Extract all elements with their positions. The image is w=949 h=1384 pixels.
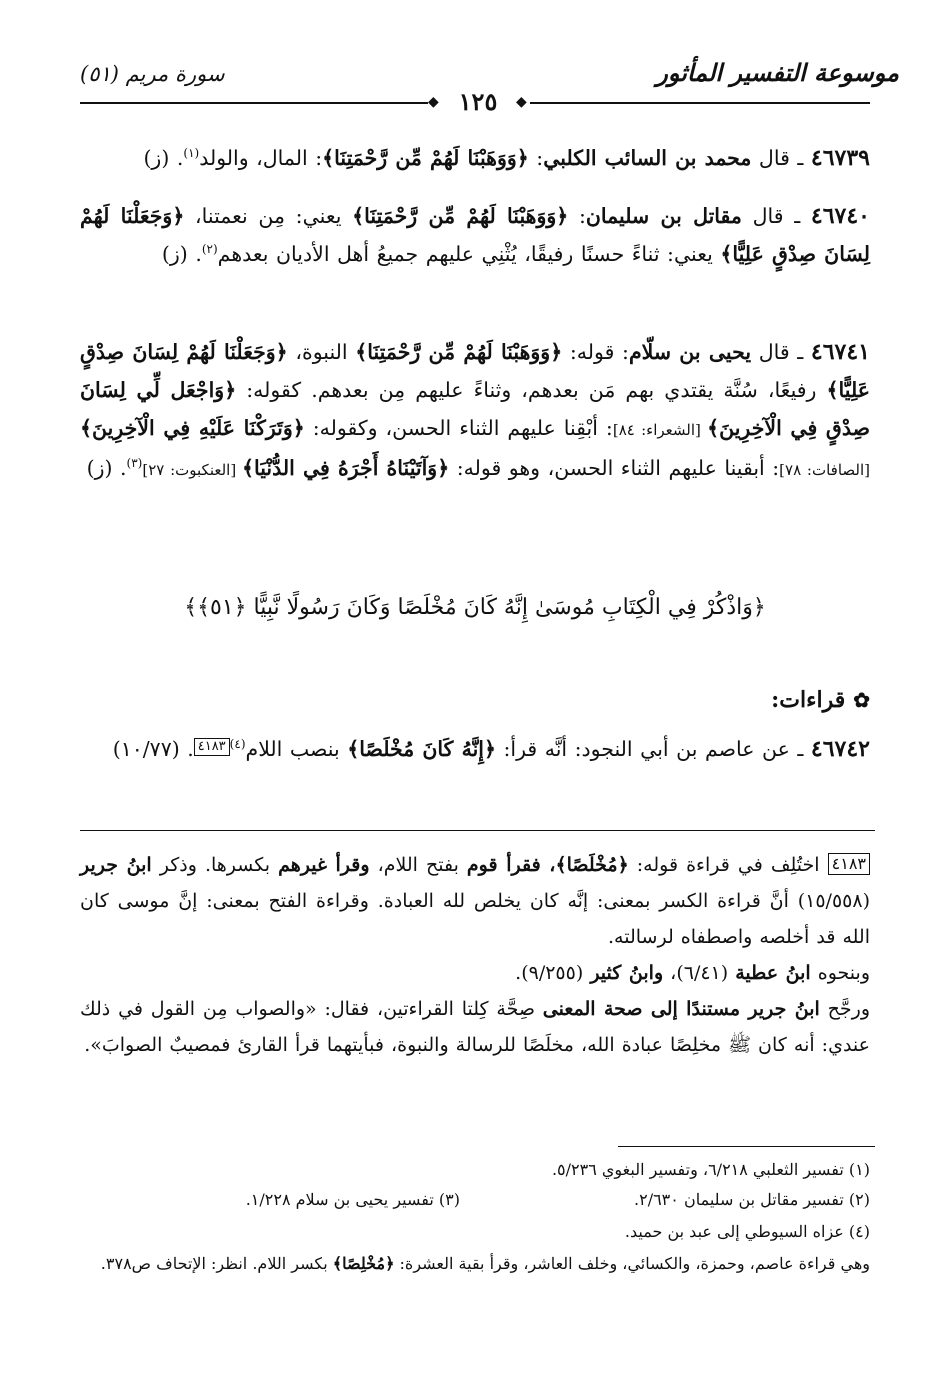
footnotes-divider (618, 1146, 875, 1147)
quran-verse: ﴿وَاذْكُرْ فِي الْكِتَابِ مُوسَىٰ إِنَّهُ كَانَ مُخْلَصًا وَكَانَ رَسُولًا نَّبِيًّا ﴿٥١﴾﴾ (184, 595, 766, 620)
footnote-ref: (١) (183, 146, 200, 161)
quran-quote: ﴿وَوَهَبْنَا لَهُمْ مِّن رَّحْمَتِنَا﴾ (355, 340, 563, 364)
header-rule-right (530, 102, 870, 104)
quran-quote: ﴿وَتَرَكْنَا عَلَيْهِ فِي الْآخِرِينَ﴾ (80, 416, 305, 440)
verse-reference: [الشعراء: ٨٤] (612, 421, 708, 439)
surah-header: سورة مريم (٥١) (80, 62, 225, 86)
commentary-ref-box: ٤١٨٣ (194, 738, 230, 756)
ornament-left-icon: ◆ (428, 94, 439, 110)
footnote-ref: (٢) (201, 242, 218, 257)
page-number: ١٢٥ (444, 87, 512, 116)
footnotes-2-3 (80, 1187, 870, 1213)
paragraph-46741: ٤٦٧٤١ ـ قال يحيى بن سلّام: قوله: ﴿وَوَهَبْنَا لَهُمْ مِّن رَّحْمَتِنَا﴾ النبوة، ﴿وَجَعَلْنَا لَهُمْ لِسَانَ صِدْقٍ عَلِيًّا﴾ رفيعًا، سُنَّة يقتدي بهم مَن بعدهم، وثناءً عليهم مِن بعدهم. كقوله: ﴿وَاجْعَل لِّي لِسَانَ صِدْقٍ فِي الْآخِرِينَ﴾ [الشعراء: ٨٤]: أبْقِنا عليهم الثناء الحسن، وكقوله: ﴿وَتَرَكْنَا عَلَيْهِ فِي الْآخِرِينَ﴾ [الصافات: ٧٨]: أبقينا عليهم الثناء الحسن، وهو قوله: ﴿وَآتَيْنَاهُ أَجْرَهُ فِي الدُّنْيَا﴾ [العنكبوت: ٢٧]$^{(٣)}$. (ز) (80, 339, 870, 480)
paragraph-46742: ٤٦٧٤٢ ـ عن عاصم بن أبي النجود: أنَّه قرأ: ﴿إِنَّهُ كَانَ مُخْلَصًا﴾ بنصب اللام$^{(٤)}$٤١٨٣. (١٠/٧٧) (112, 736, 870, 762)
commentary-number-box: ٤١٨٣ (828, 853, 870, 875)
footnote-ref: (٤) (229, 737, 246, 752)
entry-number: ٤٦٧٣٩ (810, 145, 870, 171)
quran-quote: ﴿وَجَعَلْنَا لَهُمْ لِسَانَ صِدْقٍ عَلِيًّا﴾ (80, 204, 870, 266)
paragraph-46740: ٤٦٧٤٠ ـ قال مقاتل بن سليمان: ﴿وَوَهَبْنَا لَهُمْ مِّن رَّحْمَتِنَا﴾ يعني: مِن نعمتنا، ﴿وَجَعَلْنَا لَهُمْ لِسَانَ صِدْقٍ عَلِيًّا﴾ يعني: ثناءً حسنًا رفيقًا، يُثْنِي عليهم جميعُ أهل الأديان بعدهم$^{(٢)}$. (ز) (80, 203, 870, 266)
quran-quote: ﴿إِنَّهُ كَانَ مُخْلَصًا﴾ (347, 737, 496, 761)
quran-quote: ﴿وَوَهَبْنَا لَهُمْ مِّن رَّحْمَتِنَا﴾ (352, 204, 569, 228)
footnote-ref: (٣) (126, 456, 143, 471)
narrator-name: محمد بن السائب الكلبي (543, 146, 752, 170)
commentary-note: ٤١٨٣ اختُلِف في قراءة قوله: ﴿مُخْلَصًا﴾، فقرأ قوم بفتح اللام، وقرأ غيرهم بكسرها. وذكر ابنُ جرير (١٥/٥٥٨) أنَّ قراءة الكسر بمعنى: إنَّه كان يخلص لله العبادة. وقراءة الفتح بمعنى: إنَّ موسى كان الله قد أخلصه واصطفاه لرسالته. وبنحوه ابنُ عطية (٦/٤١)، وابنُ كثير (٩/٢٥٥). ورجَّح ابنُ جرير مستندًا إلى صحة المعنى صِحَّة كِلتا القراءتين، فقال: «والصواب مِن القول في ذلك عندي: أنه كان ﷺ مخلِصًا عبادة الله، مخلَصًا للرسالة والنبوة، فبأيتهما قرأ القارئ فمصيبٌ الصوابَ». (80, 854, 870, 1056)
footnote-3: (٣) تفسير يحيى بن سلام ١/٢٢٨. (245, 1190, 460, 1209)
footnote-2: (٢) تفسير مقاتل بن سليمان ٢/٦٣٠. (634, 1190, 870, 1209)
entry-number: ٤٦٧٤٠ (810, 203, 870, 229)
footnote-4-continued: وهي قراءة عاصم، وحمزة، والكسائي، وخلف العاشر، وقرأ بقية العشرة: ﴿مُخْلِصًا﴾ بكسر اللام. انظر: الإتحاف ص٣٧٨. (100, 1254, 870, 1273)
flower-ornament-icon: ✿ (853, 688, 870, 712)
entry-number: ٤٦٧٤١ (810, 339, 870, 365)
book-title: موسوعة التفسير المأثور (656, 58, 899, 87)
section-title: ✿قراءات: (771, 687, 870, 713)
quran-quote: ﴿وَجَعَلْنَا لَهُمْ لِسَانَ صِدْقٍ عَلِيًّا﴾ (80, 340, 870, 402)
footnote-1: (١) تفسير الثعلبي ٦/٢١٨، وتفسير البغوي ٥/٢٣٦. (551, 1160, 870, 1179)
entry-number: ٤٦٧٤٢ (810, 736, 870, 762)
header-rule-left (80, 102, 428, 104)
quran-quote: ﴿مُخْلِصًا﴾ (332, 1254, 395, 1273)
narrator-name: يحيى بن سلّام (628, 340, 752, 364)
quran-quote: ﴿وَاجْعَل لِّي لِسَانَ صِدْقٍ فِي الْآخِرِينَ﴾ (80, 378, 870, 440)
quran-quote: ﴿مُخْلَصًا﴾ (555, 854, 629, 876)
verse-reference: [العنكبوت: ٢٧] (142, 461, 242, 479)
footnote-4: (٤) عزاه السيوطي إلى عبد بن حميد. (624, 1222, 870, 1241)
verse-reference: [الصافات: ٧٨] (779, 461, 870, 479)
commentary-divider (80, 830, 875, 831)
paragraph-46739: ٤٦٧٣٩ ـ قال محمد بن السائب الكلبي: ﴿وَوَهَبْنَا لَهُمْ مِّن رَّحْمَتِنَا﴾: المال، والولد$^{(١)}$. (ز) (143, 145, 870, 171)
narrator-name: مقاتل بن سليمان (585, 204, 742, 228)
quran-quote: ﴿وَآتَيْنَاهُ أَجْرَهُ فِي الدُّنْيَا﴾ (241, 456, 450, 480)
ornament-right-icon: ◆ (516, 94, 527, 110)
quran-quote: ﴿وَوَهَبْنَا لَهُمْ مِّن رَّحْمَتِنَا﴾ (322, 146, 529, 170)
